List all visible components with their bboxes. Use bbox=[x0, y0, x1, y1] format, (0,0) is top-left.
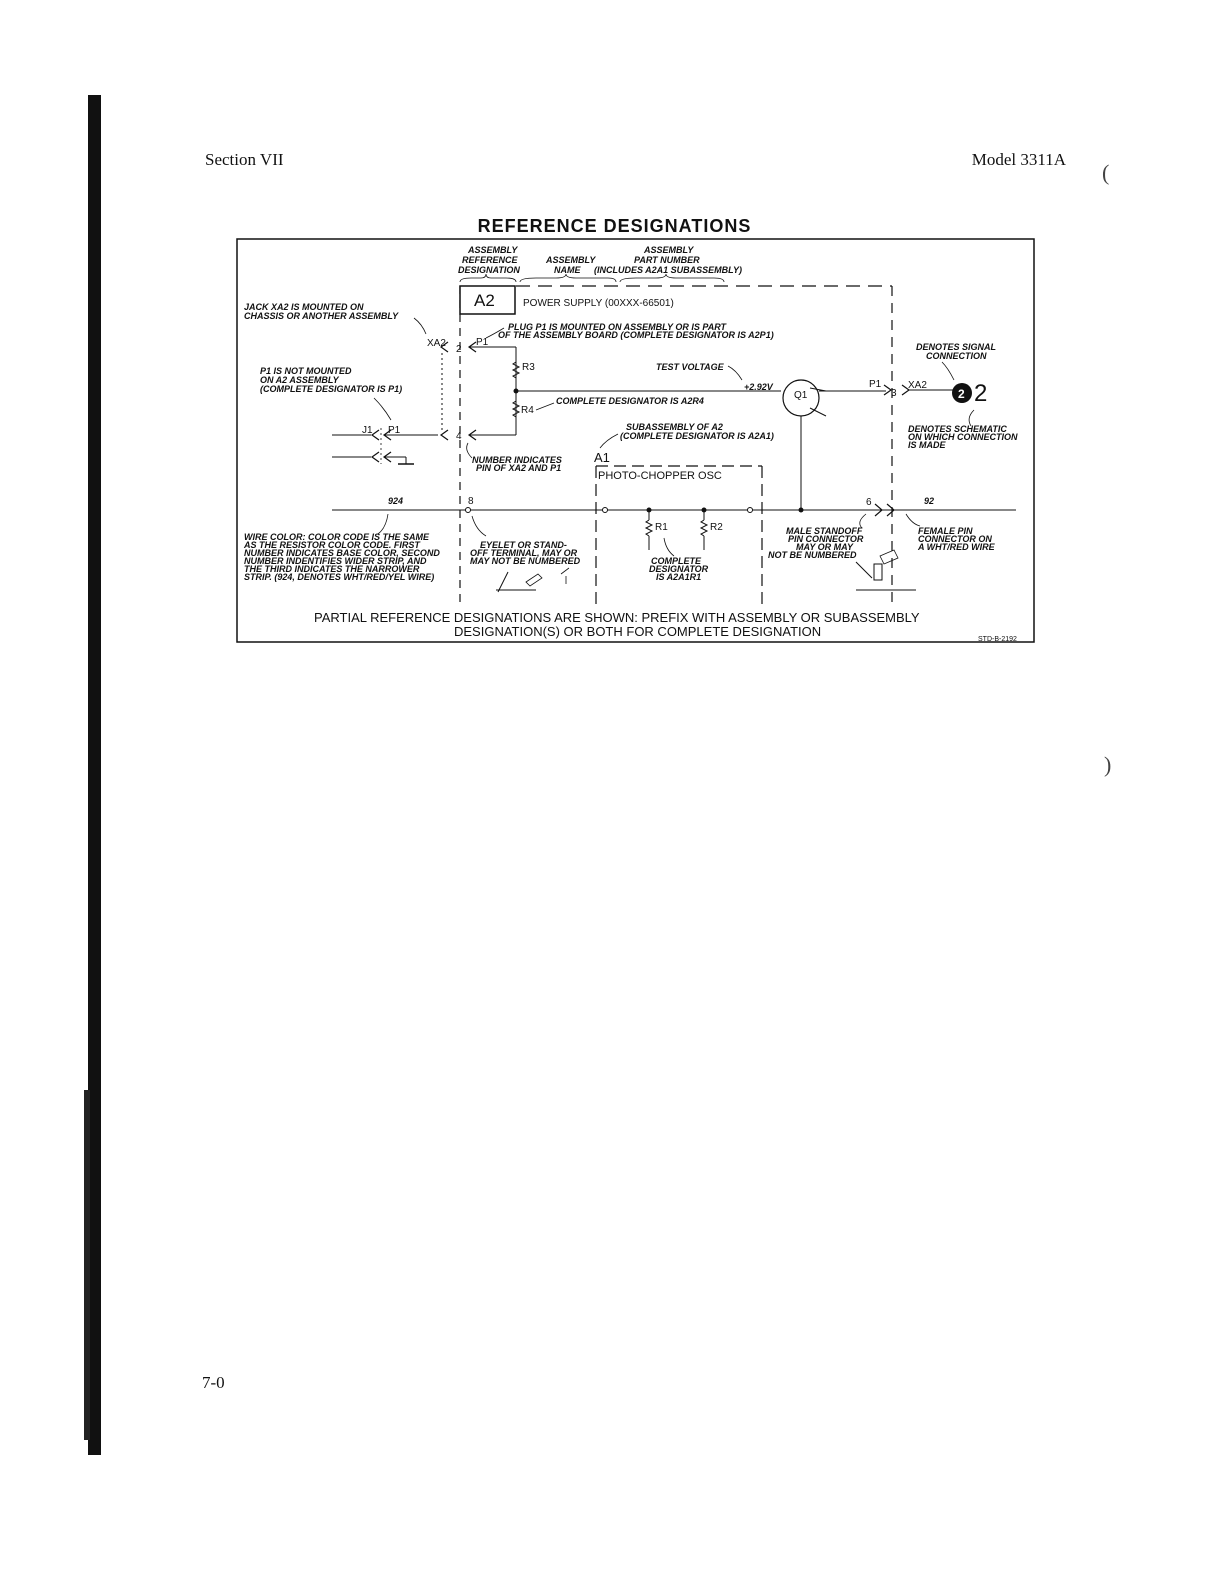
note-signal-1: DENOTES SIGNAL bbox=[916, 342, 997, 352]
label-asm-ref-3: DESIGNATION bbox=[458, 265, 520, 275]
r1-label: R1 bbox=[655, 522, 668, 533]
note-p1-nm-2: ON A2 ASSEMBLY bbox=[260, 375, 339, 385]
scan-mark-right: ) bbox=[1104, 752, 1112, 777]
r2-label: R2 bbox=[710, 522, 723, 533]
wire-92-label: 92 bbox=[924, 496, 935, 506]
page-number: 7-0 bbox=[202, 1373, 225, 1392]
label-asm-name-1: ASSEMBLY bbox=[546, 255, 596, 265]
note-female-2: CONNECTOR ON bbox=[918, 534, 992, 544]
section-header: Section VII bbox=[205, 150, 284, 169]
note-signal-2: CONNECTION bbox=[926, 351, 987, 361]
note-schematic-2: ON WHICH CONNECTION bbox=[908, 432, 1018, 442]
note-schematic-1: DENOTES SCHEMATIC bbox=[908, 424, 1007, 434]
note-wire-6: STRIP. (924, DENOTES WHT/RED/YEL WIRE) bbox=[244, 572, 435, 582]
a2-label: A2 bbox=[474, 291, 495, 310]
note-p1-nm-3: (COMPLETE DESIGNATOR IS P1) bbox=[260, 384, 403, 394]
note-schematic-3: IS MADE bbox=[908, 440, 946, 450]
r4-label: R4 bbox=[521, 405, 534, 416]
note-r1-2: DESIGNATOR bbox=[649, 564, 709, 574]
reference-designations-diagram bbox=[236, 238, 1036, 644]
model-header: Model 3311A bbox=[971, 150, 1066, 169]
pin-8-label: 8 bbox=[468, 496, 474, 507]
note-wire-4: NUMBER INDENTIFIES WIDER STRIP, AND bbox=[244, 556, 427, 566]
note-eyelet-1: EYELET OR STAND- bbox=[480, 540, 567, 550]
r3-label: R3 bbox=[522, 362, 535, 373]
footer-line-2: DESIGNATION(S) OR BOTH FOR COMPLETE DESIGNATION bbox=[454, 624, 822, 639]
pin-2-label: 2 bbox=[456, 344, 462, 355]
pin-3-label: 3 bbox=[891, 388, 897, 399]
wire-924-label: 924 bbox=[388, 496, 404, 506]
note-r1-1: COMPLETE bbox=[651, 556, 702, 566]
note-eyelet-2: OFF TERMINAL, MAY OR bbox=[470, 548, 578, 558]
note-wire-5: THE THIRD INDICATES THE NARROWER bbox=[244, 564, 420, 574]
p1-ext-label: P1 bbox=[388, 425, 401, 436]
q1-label: Q1 bbox=[794, 390, 808, 401]
note-plug-1: PLUG P1 IS MOUNTED ON ASSEMBLY OR IS PART bbox=[508, 322, 727, 332]
voltage-label: +2.92V bbox=[744, 382, 773, 392]
p1-right-label: P1 bbox=[869, 379, 882, 390]
note-wire-3: NUMBER INDICATES BASE COLOR, SECOND bbox=[244, 548, 440, 558]
a1-label: A1 bbox=[594, 450, 610, 465]
assembly-description: POWER SUPPLY (00XXX-66501) bbox=[523, 298, 674, 309]
note-test-voltage: TEST VOLTAGE bbox=[656, 362, 724, 372]
note-jack-2: CHASSIS OR ANOTHER ASSEMBLY bbox=[244, 311, 399, 321]
note-sub-1: SUBASSEMBLY OF A2 bbox=[626, 422, 723, 432]
note-male-3: MAY OR MAY bbox=[796, 542, 854, 552]
note-number-2: PIN OF XA2 AND P1 bbox=[476, 463, 562, 473]
note-eyelet-3: MAY NOT BE NUMBERED bbox=[470, 556, 581, 566]
note-male-2: PIN CONNECTOR bbox=[788, 534, 864, 544]
note-plug-2: OF THE ASSEMBLY BOARD (COMPLETE DESIGNATOR IS A2P1) bbox=[498, 330, 774, 340]
header-labels bbox=[458, 245, 742, 282]
signal-number: 2 bbox=[958, 387, 965, 401]
pin-4-label: 4 bbox=[456, 431, 462, 442]
note-jack-1: JACK XA2 IS MOUNTED ON bbox=[244, 302, 364, 312]
note-wire-1: WIRE COLOR: COLOR CODE IS THE SAME bbox=[244, 532, 430, 542]
label-asm-ref-2: REFERENCE bbox=[462, 255, 518, 265]
label-part-1: ASSEMBLY bbox=[644, 245, 694, 255]
label-asm-ref-1: ASSEMBLY bbox=[468, 245, 518, 255]
note-male-1: MALE STANDOFF bbox=[786, 526, 863, 536]
label-part-3: (INCLUDES A2A1 SUBASSEMBLY) bbox=[594, 265, 743, 275]
schematic-number: 2 bbox=[974, 380, 988, 407]
sub-name: PHOTO-CHOPPER OSC bbox=[598, 470, 722, 482]
note-male-4: NOT BE NUMBERED bbox=[768, 550, 857, 560]
label-asm-name-2: NAME bbox=[554, 265, 581, 275]
note-sub-2: (COMPLETE DESIGNATOR IS A2A1) bbox=[620, 431, 774, 441]
label-part-2: PART NUMBER bbox=[634, 255, 700, 265]
scan-mark-paren: ( bbox=[1102, 160, 1110, 185]
xa2-label: XA2 bbox=[427, 338, 446, 349]
p1-label: P1 bbox=[476, 337, 489, 348]
j1-label: J1 bbox=[362, 425, 373, 436]
diagram-title: REFERENCE DESIGNATIONS bbox=[477, 216, 752, 236]
xa2-right-label: XA2 bbox=[908, 380, 927, 391]
pin-6-label: 6 bbox=[866, 497, 872, 508]
footer-line-1: PARTIAL REFERENCE DESIGNATIONS ARE SHOWN: PREFIX WITH ASSEMBLY OR SUBASSEMBLY bbox=[314, 610, 920, 625]
note-female-3: A WHT/RED WIRE bbox=[918, 542, 995, 552]
note-wire-2: AS THE RESISTOR COLOR CODE. FIRST bbox=[244, 540, 420, 550]
note-female-1: FEMALE PIN bbox=[918, 526, 973, 536]
note-p1-nm-1: P1 IS NOT MOUNTED bbox=[260, 366, 352, 376]
note-r4: COMPLETE DESIGNATOR IS A2R4 bbox=[556, 396, 704, 406]
binding-edge-shadow bbox=[84, 1090, 90, 1440]
note-number-1: NUMBER INDICATES bbox=[472, 455, 562, 465]
note-r1-3: IS A2A1R1 bbox=[656, 572, 702, 582]
diagram-svg bbox=[236, 238, 1036, 644]
drawing-number: STD-B-2192 bbox=[978, 636, 1017, 643]
